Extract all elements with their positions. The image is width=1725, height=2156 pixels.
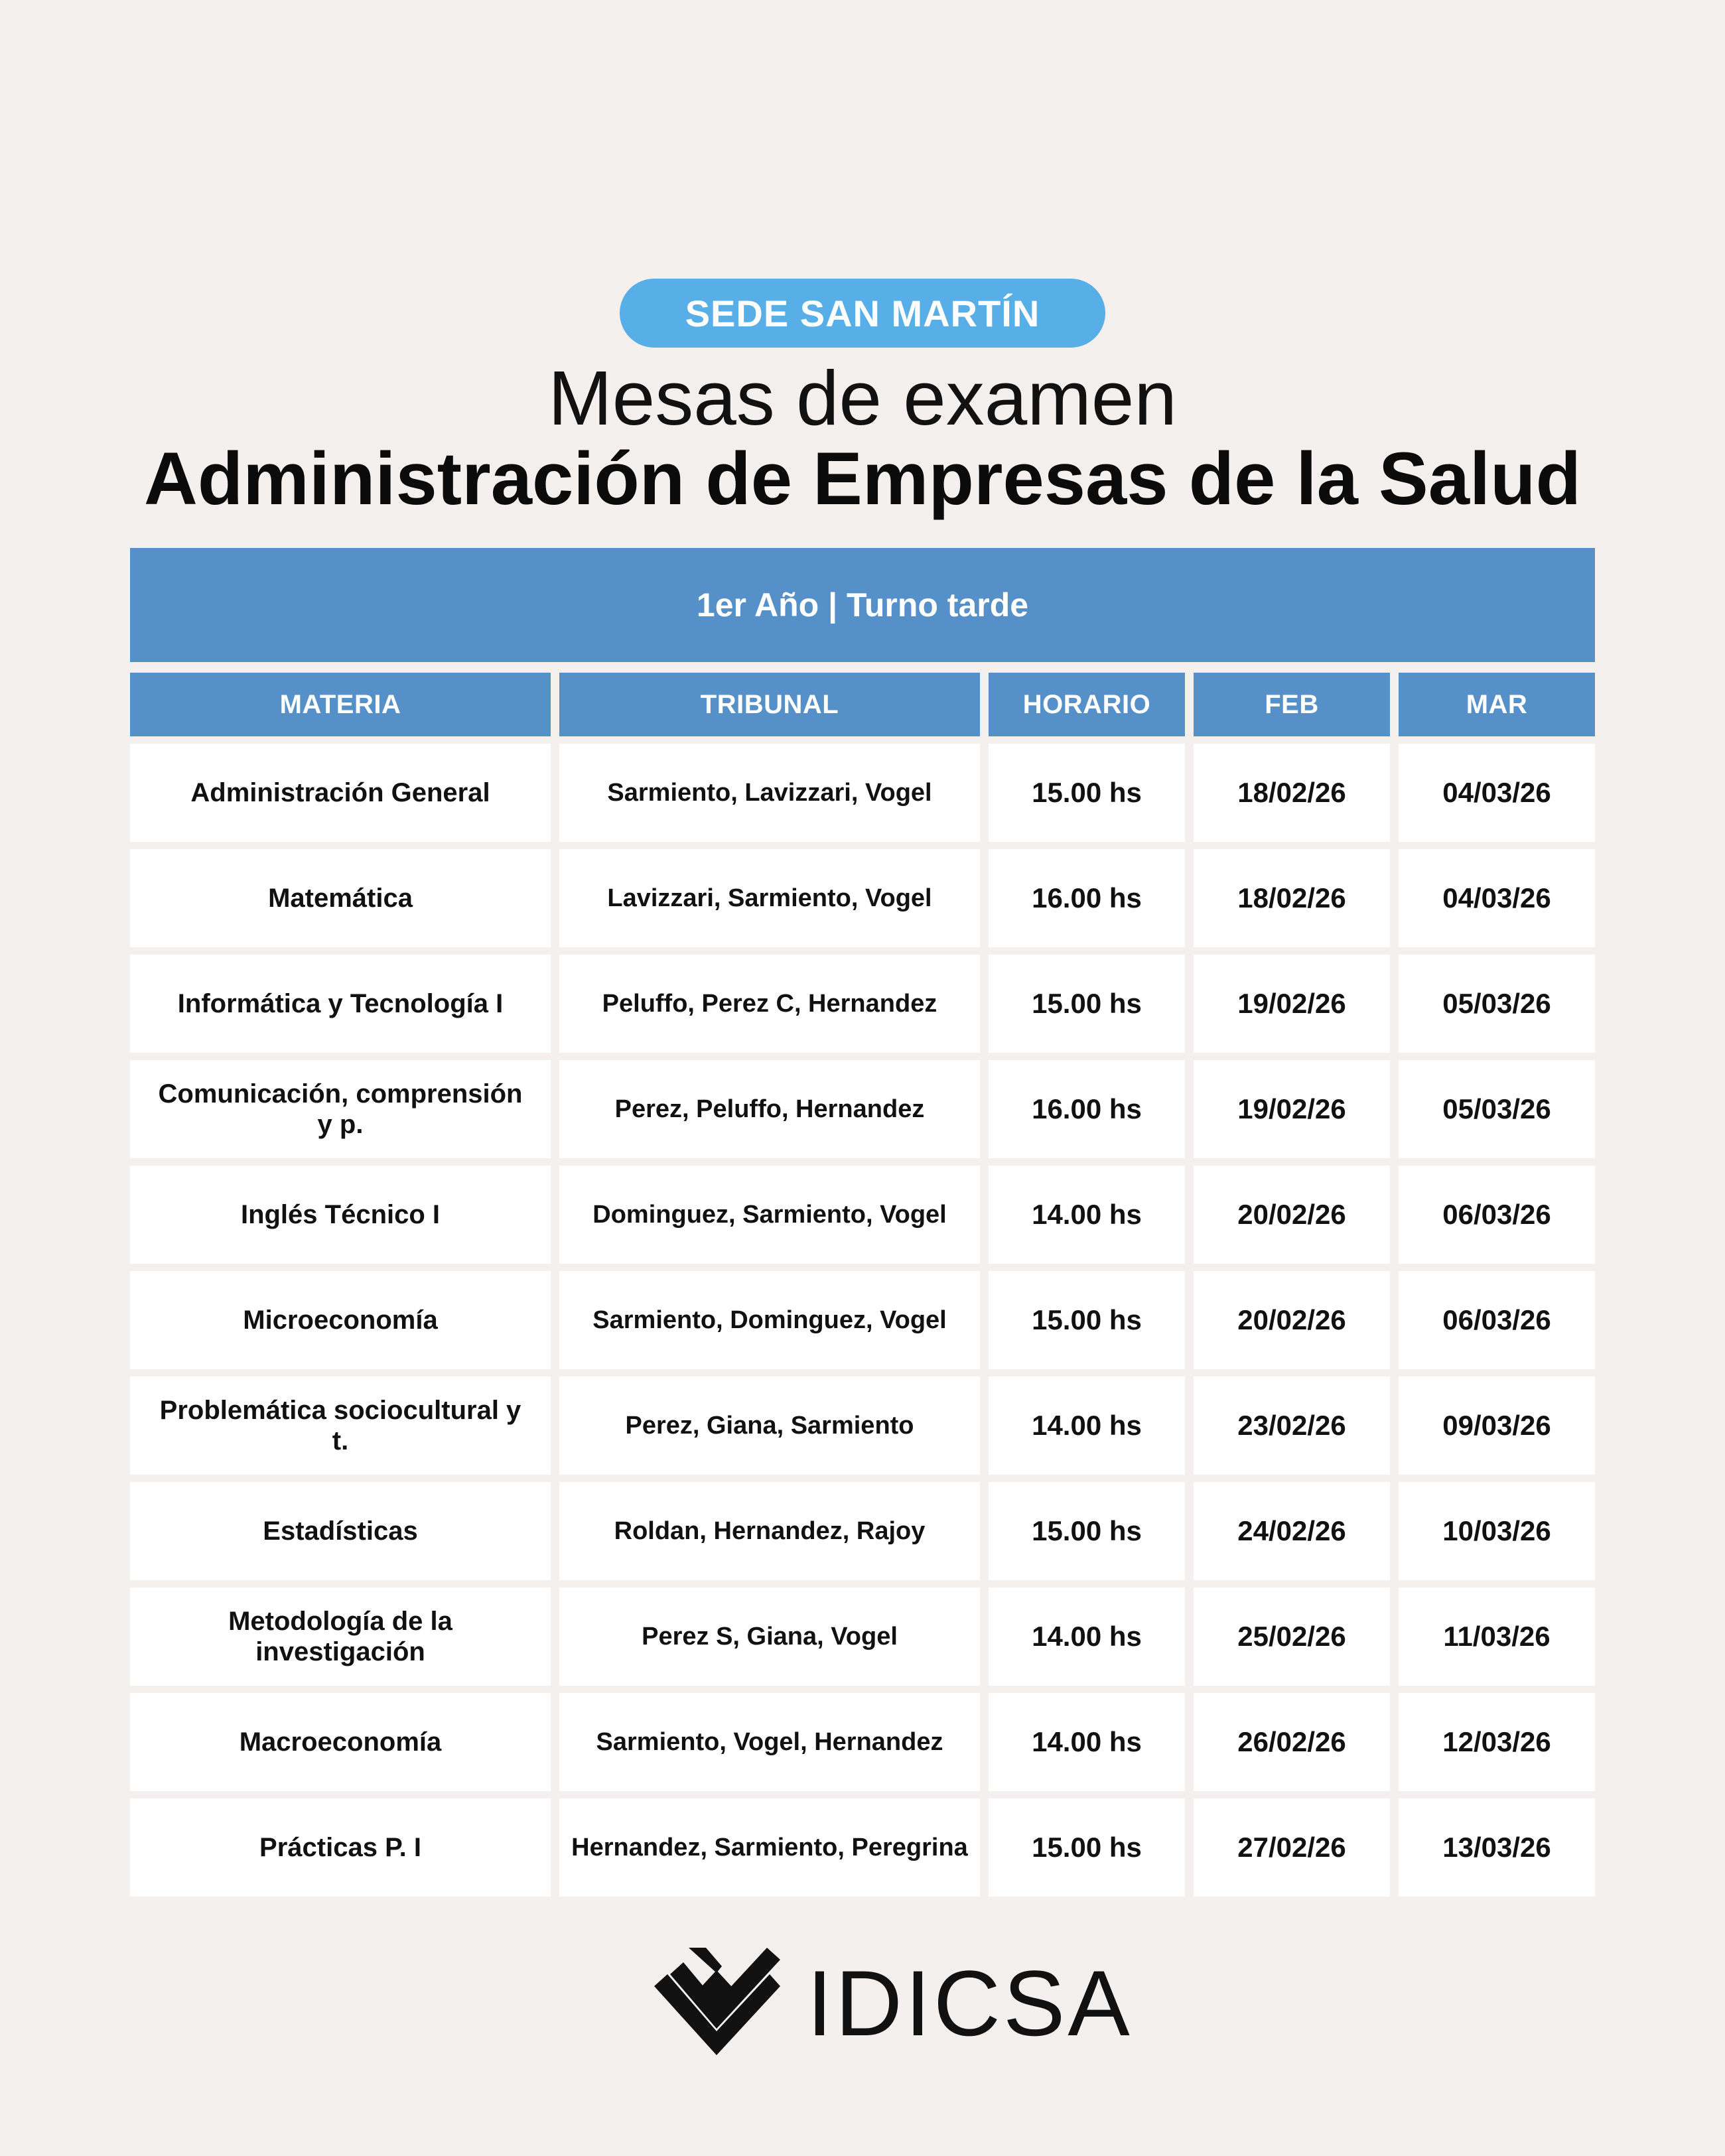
tribunal-cell: Perez, Peluffo, Hernandez (559, 1060, 980, 1158)
mar-date-cell: 09/03/26 (1399, 1377, 1595, 1475)
tribunal-cell: Perez S, Giana, Vogel (559, 1587, 980, 1686)
feb-date-cell: 18/02/26 (1194, 849, 1390, 947)
column-header-mar: MAR (1399, 673, 1595, 736)
column-header-horario: HORARIO (989, 673, 1185, 736)
subject-cell: Matemática (130, 849, 551, 947)
tribunal-cell: Perez, Giana, Sarmiento (559, 1377, 980, 1475)
subject-cell: Microeconomía (130, 1271, 551, 1369)
mar-date-cell: 05/03/26 (1399, 955, 1595, 1053)
feb-date-cell: 26/02/26 (1194, 1693, 1390, 1791)
feb-date-cell: 24/02/26 (1194, 1482, 1390, 1580)
time-cell: 15.00 hs (989, 955, 1185, 1053)
subject-cell: Comunicación, comprensión y p. (130, 1060, 551, 1158)
feb-date-cell: 20/02/26 (1194, 1166, 1390, 1264)
column-header-feb: FEB (1194, 673, 1390, 736)
feb-date-cell: 27/02/26 (1194, 1798, 1390, 1897)
feb-date-cell: 19/02/26 (1194, 955, 1390, 1053)
tribunal-cell: Roldan, Hernandez, Rajoy (559, 1482, 980, 1580)
tribunal-cell: Sarmiento, Vogel, Hernandez (559, 1693, 980, 1791)
subject-cell: Problemática sociocultural y t. (130, 1377, 551, 1475)
time-cell: 15.00 hs (989, 1271, 1185, 1369)
column-header-materia: MATERIA (130, 673, 551, 736)
tribunal-cell: Lavizzari, Sarmiento, Vogel (559, 849, 980, 947)
time-cell: 14.00 hs (989, 1693, 1185, 1791)
column-header-tribunal: TRIBUNAL (559, 673, 980, 736)
feb-date-cell: 18/02/26 (1194, 744, 1390, 842)
time-cell: 15.00 hs (989, 1482, 1185, 1580)
time-cell: 16.00 hs (989, 849, 1185, 947)
feb-date-cell: 20/02/26 (1194, 1271, 1390, 1369)
table-banner: 1er Año | Turno tarde (130, 548, 1595, 662)
tribunal-cell: Sarmiento, Lavizzari, Vogel (559, 744, 980, 842)
tribunal-cell: Hernandez, Sarmiento, Peregrina (559, 1798, 980, 1897)
career-title: Administración de Empresas de la Salud (143, 437, 1581, 520)
mar-date-cell: 10/03/26 (1399, 1482, 1595, 1580)
time-cell: 14.00 hs (989, 1377, 1185, 1475)
tribunal-cell: Sarmiento, Dominguez, Vogel (559, 1271, 980, 1369)
time-cell: 16.00 hs (989, 1060, 1185, 1158)
time-cell: 15.00 hs (989, 1798, 1185, 1897)
subject-cell: Informática y Tecnología I (130, 955, 551, 1053)
exam-table (130, 673, 1595, 1897)
time-cell: 15.00 hs (989, 744, 1185, 842)
subject-cell: Prácticas P. I (130, 1798, 551, 1897)
footer-logo (650, 1944, 1133, 2063)
time-cell: 14.00 hs (989, 1587, 1185, 1686)
campus-badge: SEDE SAN MARTÍN (620, 279, 1105, 348)
tribunal-cell: Peluffo, Perez C, Hernandez (559, 955, 980, 1053)
logo-text: IDICSA (807, 1951, 1133, 2055)
subject-cell: Macroeconomía (130, 1693, 551, 1791)
subject-cell: Inglés Técnico I (130, 1166, 551, 1264)
time-cell: 14.00 hs (989, 1166, 1185, 1264)
mar-date-cell: 06/03/26 (1399, 1271, 1595, 1369)
mar-date-cell: 06/03/26 (1399, 1166, 1595, 1264)
subject-cell: Administración General (130, 744, 551, 842)
mar-date-cell: 12/03/26 (1399, 1693, 1595, 1791)
feb-date-cell: 19/02/26 (1194, 1060, 1390, 1158)
tribunal-cell: Dominguez, Sarmiento, Vogel (559, 1166, 980, 1264)
mar-date-cell: 05/03/26 (1399, 1060, 1595, 1158)
subject-cell: Estadísticas (130, 1482, 551, 1580)
feb-date-cell: 23/02/26 (1194, 1377, 1390, 1475)
mar-date-cell: 13/03/26 (1399, 1798, 1595, 1897)
idicsa-logo-icon (650, 1944, 783, 2063)
mar-date-cell: 11/03/26 (1399, 1587, 1595, 1686)
mar-date-cell: 04/03/26 (1399, 744, 1595, 842)
mar-date-cell: 04/03/26 (1399, 849, 1595, 947)
subject-cell: Metodología de la investigación (130, 1587, 551, 1686)
feb-date-cell: 25/02/26 (1194, 1587, 1390, 1686)
page-title: Mesas de examen (548, 355, 1177, 441)
